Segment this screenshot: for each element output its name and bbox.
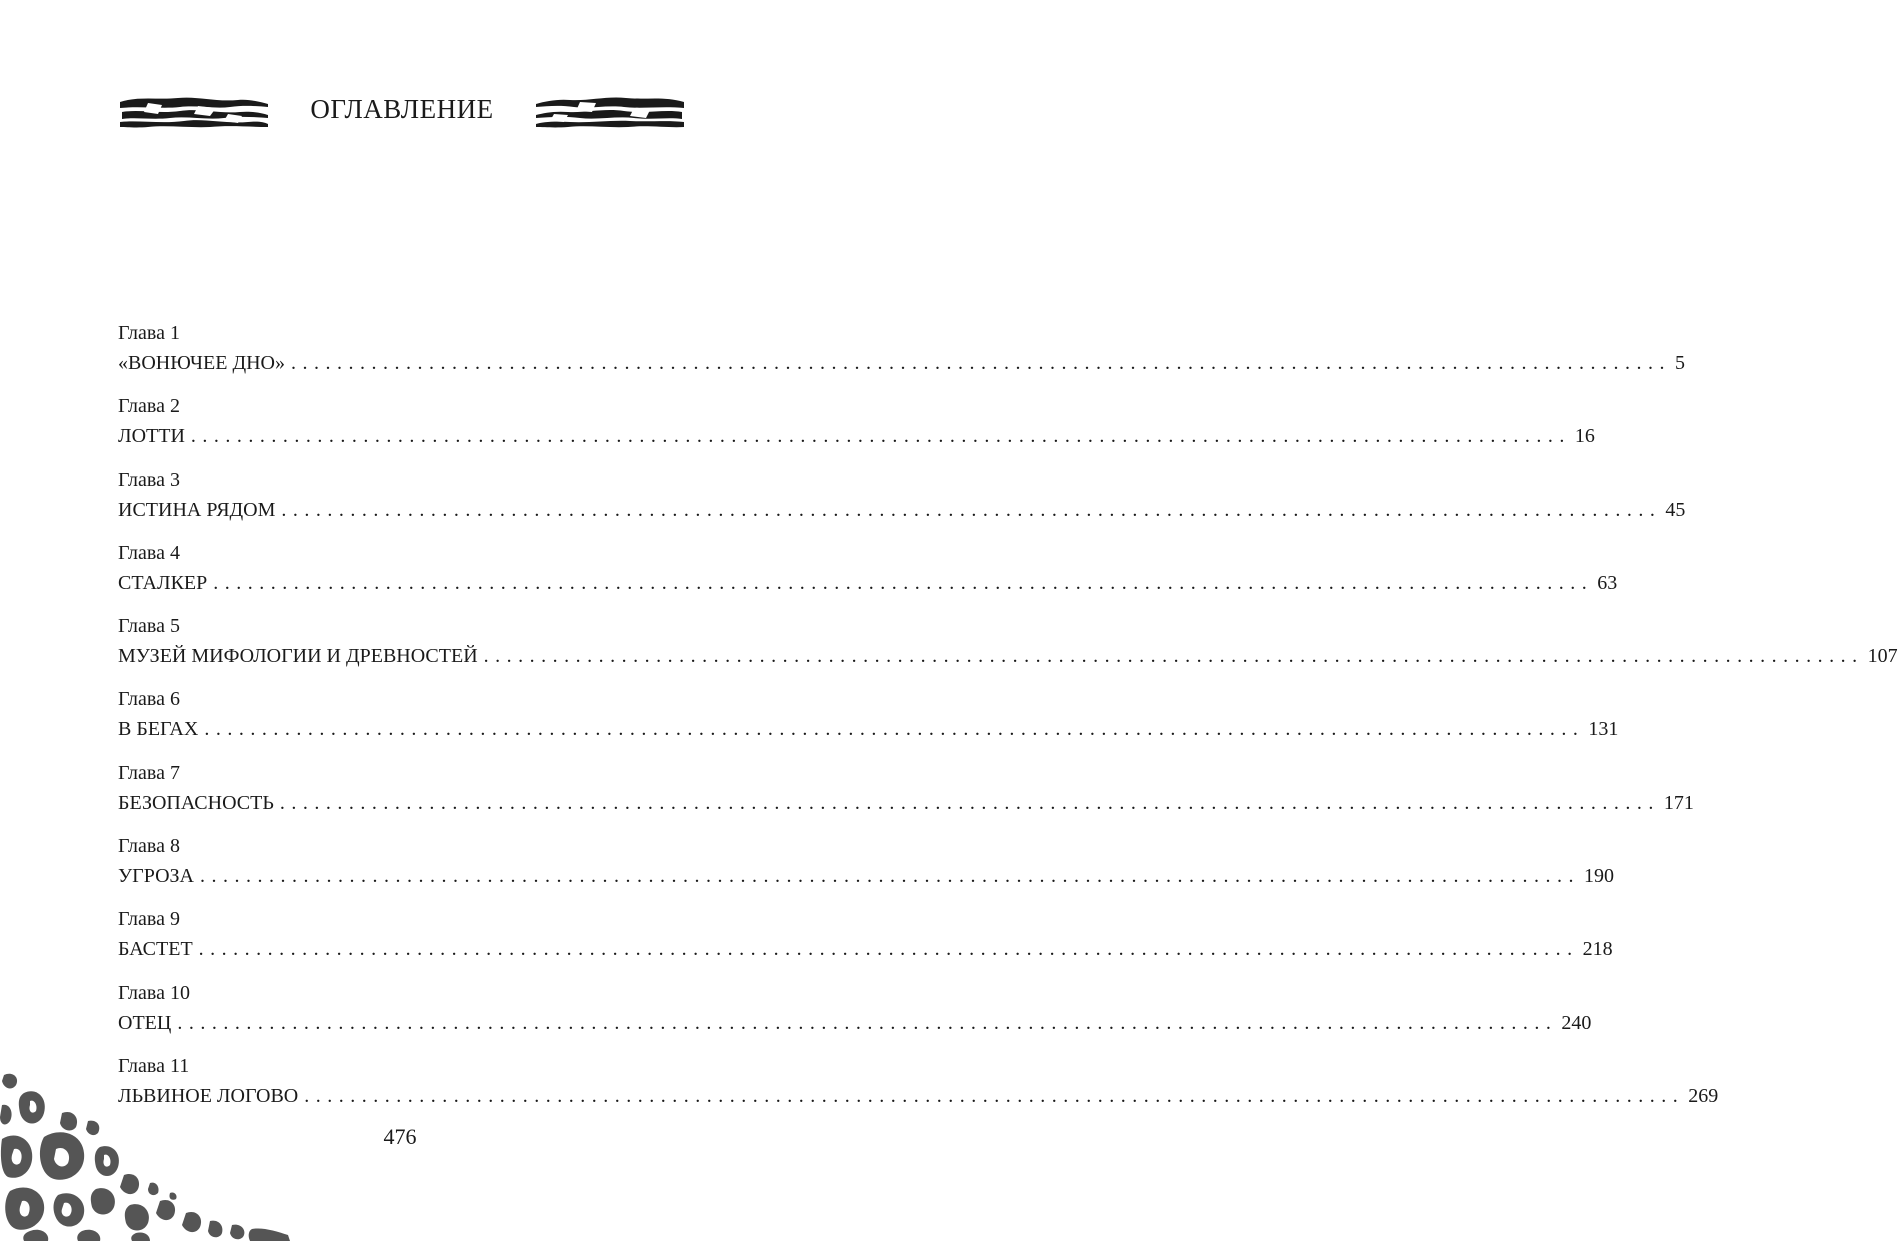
dot-leader: ........................................................................................................................ xyxy=(483,645,1864,668)
dot-leader: ........................................................................................................................ xyxy=(304,1084,1685,1107)
dot-leader: ........................................................................................................................ xyxy=(290,352,1671,374)
dot-leader: ........................................................................................................................ xyxy=(198,938,1579,961)
chapter-label: Глава 2 xyxy=(118,395,180,418)
chapter-title: ОТЕЦ xyxy=(118,1011,172,1034)
dot-leader: ........................................................................................................................ xyxy=(213,571,1594,594)
leopard-spots-pattern-icon xyxy=(0,1071,300,1241)
chapter-title: ЛЬВИНОЕ ЛОГОВО xyxy=(118,1084,299,1107)
chapter-title: ИСТИНА РЯДОМ xyxy=(118,498,276,521)
toc-line xyxy=(118,421,1595,451)
toc-entry xyxy=(118,318,1685,391)
chapter-page-number: 218 xyxy=(1582,938,1613,961)
chapter-title: МУЗЕЙ МИФОЛОГИИ И ДРЕВНОСТЕЙ xyxy=(118,645,478,668)
chapter-title: УГРОЗА xyxy=(118,865,194,888)
toc-line xyxy=(118,348,1685,378)
chapter-title: БЕЗОПАСНОСТЬ xyxy=(118,791,274,814)
toc-entry xyxy=(118,904,1613,977)
chapter-label: Глава 7 xyxy=(118,761,180,784)
toc-line xyxy=(118,1008,1592,1038)
chapter-page-number: 131 xyxy=(1588,718,1619,741)
toc-entry xyxy=(118,465,1686,538)
toc-line xyxy=(118,568,1618,598)
chapter-label: Глава 9 xyxy=(118,908,180,931)
chapter-label: Глава 5 xyxy=(118,615,180,638)
toc-line xyxy=(118,934,1613,964)
toc-line xyxy=(118,641,1898,671)
dot-leader: ........................................................................................................................ xyxy=(281,498,1662,521)
chapter-page-number: 190 xyxy=(1584,865,1614,888)
chapter-page-number: 107 xyxy=(1867,645,1898,668)
dot-leader: ........................................................................................................................ xyxy=(279,791,1660,814)
toc-entry xyxy=(118,391,1595,464)
chapter-label: Глава 3 xyxy=(118,468,180,491)
chapter-label: Глава 10 xyxy=(118,981,190,1004)
toc-entry xyxy=(118,538,1618,611)
toc-entry xyxy=(118,684,1619,757)
chapter-page-number: 16 xyxy=(1574,425,1595,448)
dot-leader: ........................................................................................................................ xyxy=(204,718,1585,741)
chapter-page-number: 269 xyxy=(1688,1084,1719,1107)
chapter-page-number: 5 xyxy=(1674,352,1685,374)
page-title: ОГЛАВЛЕНИЕ xyxy=(310,94,494,124)
toc-line xyxy=(118,495,1686,525)
tiger-stripe-ornament-right-icon xyxy=(534,94,686,128)
chapter-label: Глава 1 xyxy=(118,322,180,344)
chapter-page-number: 240 xyxy=(1561,1011,1592,1034)
dot-leader: ........................................................................................................................ xyxy=(177,1011,1558,1034)
toc-line xyxy=(118,788,1694,818)
toc-entry xyxy=(118,758,1694,831)
chapter-title: ЛОТТИ xyxy=(118,425,185,448)
chapter-title: БАСТЕТ xyxy=(118,938,193,961)
toc-line xyxy=(118,714,1619,744)
page-header xyxy=(118,88,686,134)
chapter-title: «ВОНЮЧЕЕ ДНО» xyxy=(118,352,285,374)
chapter-page-number: 171 xyxy=(1663,791,1694,814)
chapter-title: В БЕГАХ xyxy=(118,718,199,741)
table-of-contents xyxy=(118,318,1898,1124)
chapter-page-number: 45 xyxy=(1665,498,1686,521)
chapter-label: Глава 8 xyxy=(118,835,180,858)
toc-entry xyxy=(118,611,1898,684)
toc-entry xyxy=(118,978,1592,1051)
toc-entry xyxy=(118,831,1614,904)
chapter-label: Глава 6 xyxy=(118,688,180,711)
chapter-label: Глава 4 xyxy=(118,541,180,564)
chapter-title: СТАЛКЕР xyxy=(118,571,208,594)
dot-leader: ........................................................................................................................ xyxy=(200,865,1580,888)
toc-line xyxy=(118,861,1614,891)
chapter-label: Глава 11 xyxy=(118,1054,190,1077)
chapter-page-number: 63 xyxy=(1597,571,1618,594)
dot-leader: ........................................................................................................................ xyxy=(190,425,1571,448)
page-number: 476 xyxy=(383,1124,417,1149)
